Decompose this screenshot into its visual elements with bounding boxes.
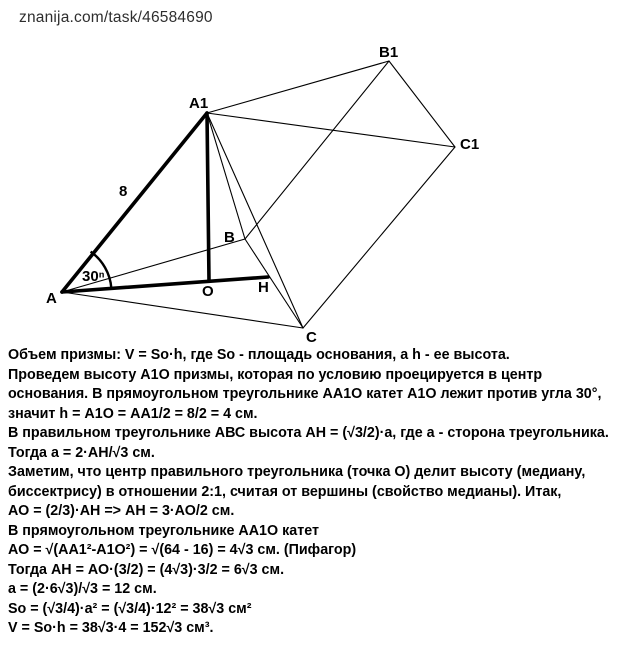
edge-A1-B1 [207,61,389,113]
task-url-text: znanija.com/task/46584690 [19,9,213,26]
vertex-label-B1: B1 [379,44,399,61]
vertex-label-A1: A1 [189,95,209,112]
vertex-label-A: A [46,290,57,307]
solution-line: Объем призмы: V = So·h, где So - площадь основания, а h - ее высота. [8,347,510,363]
vertex-label-B: B [224,229,235,246]
solution-line: В правильном треугольнике АВС высота АН = (√3/2)·а, где а - сторона треугольника. [8,425,609,441]
center-label-O: O [202,283,214,300]
solution-line: значит h = А1О = АА1/2 = 8/2 = 4 см. [8,405,258,422]
edge-A1-C1 [207,113,455,147]
edge-A1-B [207,113,245,239]
solution-line: Тогда а = 2·АН/√3 см. [8,444,155,461]
vertex-label-C: C [306,329,317,345]
edge-A-C [62,292,303,328]
vertex-label-C1: C1 [460,136,480,153]
angle-label: 30ⁿ [82,268,105,285]
solution-line: V = So·h = 38√3·4 = 152√3 см³. [8,620,214,636]
solution-line: В прямоугольном треугольнике АА1О катет [8,522,319,539]
solution-line: Тогда АН = АО·(3/2) = (4√3)·3/2 = 6√3 см. [8,561,285,578]
solution-line: основания. В прямоугольном треугольнике АА1О катет А1О лежит против угла 30°, [8,386,602,402]
solution-line: а = (2·6√3)/√3 = 12 см. [8,581,157,597]
foot-label-H: H [258,279,269,296]
edge-length-label: 8 [119,183,128,200]
thick-edge-A1-O [207,113,209,281]
edge-B-C [245,239,303,328]
edge-B-B1 [245,61,389,239]
edge-C-C1 [303,147,455,328]
solution-text-block [8,346,618,639]
solution-line: Проведем высоту А1О призмы, которая по условию проецируется в центр [8,366,543,383]
solution-line: АО = √(АА1²-А1О²) = √(64 - 16) = 4√3 см. (Пифагор) [8,542,357,558]
solution-line: АО = (2/3)·АН => АН = 3·АО/2 см. [8,503,235,519]
thick-edge-A-A1 [62,113,207,292]
solution-line: биссектрису) в отношении 2:1, считая от вершины (свойство медианы). Итак, [8,483,562,500]
solution-line: Заметим, что центр правильного треугольника (точка О) делит высоту (медиану, [8,464,586,480]
solution-line: So = (√3/4)·а² = (√3/4)·12² = 38√3 см² [8,600,252,617]
edge-A1-C [207,113,303,328]
edge-B1-C1 [389,61,455,147]
